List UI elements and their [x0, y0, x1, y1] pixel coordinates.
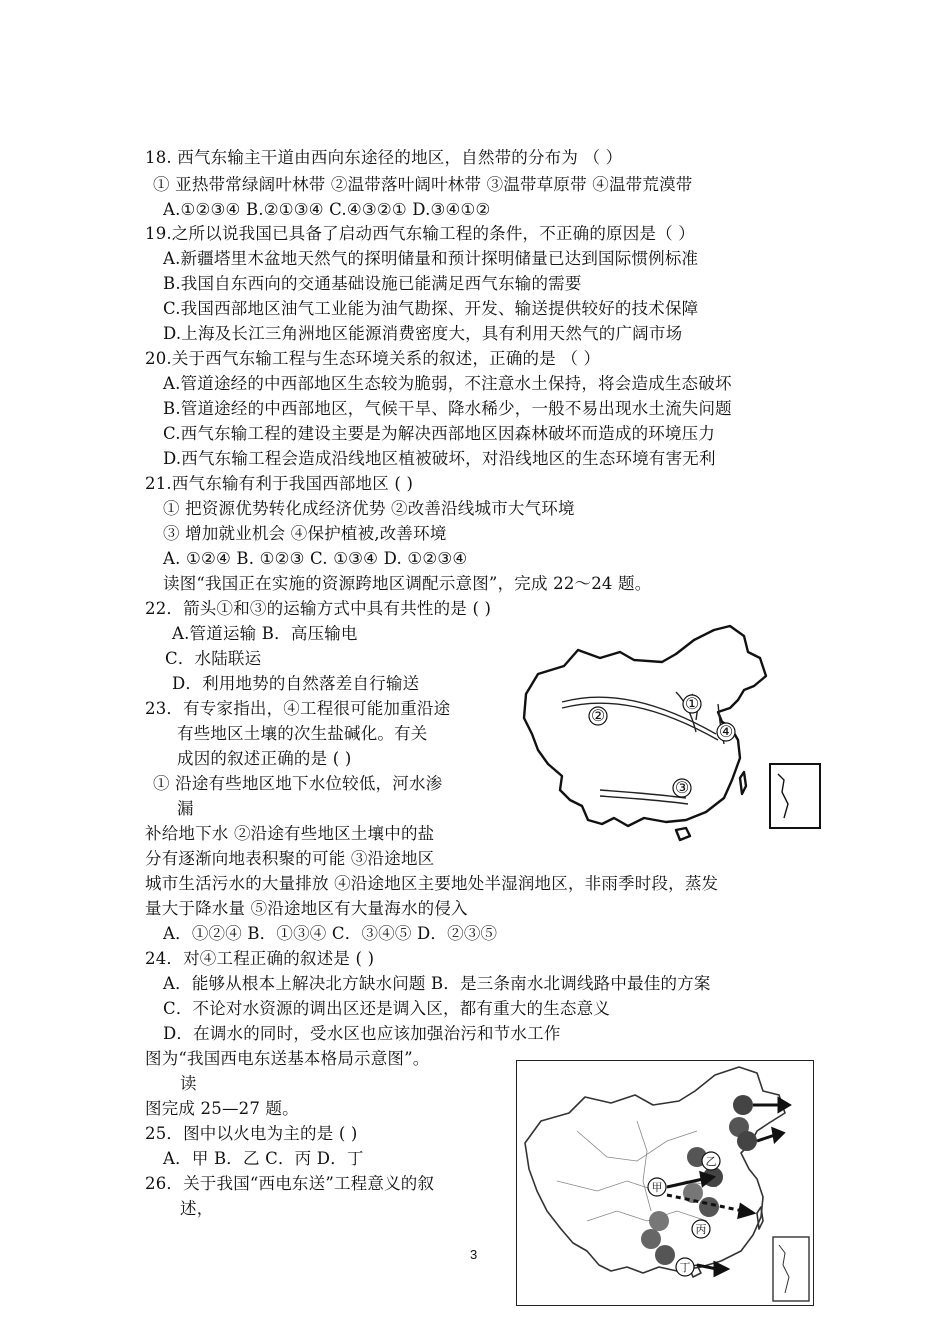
map2-label-jia: 甲	[651, 1181, 663, 1194]
q24-option-d: D．在调水的同时，受水区也应该加强治污和节水工作	[163, 1024, 561, 1043]
q25-options: A．甲 B．乙 C．丙 D．丁	[163, 1149, 364, 1168]
q23-item-5: 量大于降水量 ⑤沿途地区有大量海水的侵入	[145, 899, 468, 918]
q23-item-1b: 漏	[177, 799, 194, 818]
q19-stem: 19.之所以说我国已具备了启动西气东输工程的条件，不正确的原因是（ ）	[145, 224, 695, 243]
q21-stem: 21.西气东输有利于我国西部地区 ( )	[145, 474, 414, 493]
map2-label-bing: 丙	[695, 1223, 707, 1236]
q20-option-d: D.西气东输工程会造成沿线地区植被破坏，对沿线地区的生态环境有害无利	[163, 449, 716, 468]
map1-label-4: ④	[718, 722, 734, 741]
map2-intro-2: 读	[180, 1074, 197, 1093]
map1-label-2: ②	[590, 706, 606, 725]
map2-intro-1: 图为“我国西电东送基本格局示意图”。	[145, 1049, 430, 1068]
map1-intro: 读图“我国正在实施的资源跨地区调配示意图”，完成 22～24 题。	[163, 574, 652, 593]
south-sea-inset-2	[773, 1237, 809, 1301]
taiwan-island	[740, 772, 746, 794]
q18-items: ① 亚热带常绿阔叶林带 ②温带落叶阔叶林带 ③温带草原带 ④温带荒漠带	[153, 175, 693, 194]
q19-option-c: C.我国西部地区油气工业能为油气勘探、开发、输送提供较好的技术保障	[163, 299, 699, 318]
map2-label-yi: 乙	[705, 1155, 717, 1168]
q22-options-ab: A.管道运输 B．高压输电	[172, 624, 358, 643]
power-transmission-map	[517, 1061, 813, 1305]
q23-item-4: 城市生活污水的大量排放 ④沿途地区主要地处半湿润地区，非雨季时段，蒸发	[145, 874, 719, 893]
resource-allocation-map	[516, 622, 824, 844]
map1-label-1: ①	[684, 694, 700, 713]
q23-item-2: 补给地下水 ②沿途有些地区土壤中的盐	[145, 824, 435, 843]
q23-stem-1: 23．有专家指出，④工程很可能加重沿途	[145, 699, 451, 718]
q26-stem: 26．关于我国“西电东送”工程意义的叙	[145, 1174, 435, 1193]
q24-options-ab: A．能够从根本上解决北方缺水问题 B．是三条南水北调线路中最佳的方案	[163, 974, 711, 993]
q21-items-2: ③ 增加就业机会 ④保护植被,改善环境	[163, 524, 447, 543]
map2-intro-3: 图完成 25—27 题。	[145, 1099, 299, 1118]
q23-item-3: 分有逐渐向地表积聚的可能 ③沿途地区	[145, 849, 435, 868]
q23-stem-2: 有些地区土壤的次生盐碱化。有关	[177, 724, 428, 743]
q25-stem: 25．图中以火电为主的是 ( )	[145, 1124, 358, 1143]
q22-option-d: D．利用地势的自然落差自行输送	[172, 674, 420, 693]
map1-label-3: ③	[674, 778, 690, 797]
q20-stem: 20.关于西气东输工程与生态环境关系的叙述，正确的是 （ ）	[145, 349, 601, 368]
q18-stem: 18. 西气东输主干道由西向东途径的地区，自然带的分布为 （ ）	[145, 148, 623, 167]
q24-option-c: C．不论对水资源的调出区还是调入区，都有重大的生态意义	[163, 999, 611, 1018]
q20-option-a: A.管道途经的中西部地区生态较为脆弱，不注意水土保持，将会造成生态破坏	[163, 374, 732, 393]
page-number: 3	[470, 1247, 478, 1262]
q23-options: A．①②④ B．①③④ C．③④⑤ D．②③⑤	[163, 924, 498, 943]
q18-options: A.①②③④ B.②①③④ C.④③②① D.③④①②	[163, 200, 491, 219]
q20-option-b: B.管道途经的中西部地区，气候干旱、降水稀少，一般不易出现水土流失问题	[163, 399, 732, 418]
q26-stem-2: 述，	[180, 1199, 214, 1218]
q21-options: A. ①②④ B. ①②③ C. ①③④ D. ①②③④	[163, 549, 468, 568]
q22-stem: 22．箭头①和③的运输方式中具有共性的是 ( )	[145, 599, 492, 618]
q20-option-c: C.西气东输工程的建设主要是为解决西部地区因森林破坏而造成的环境压力	[163, 424, 716, 443]
q19-option-d: D.上海及长江三角洲地区能源消费密度大，具有利用天然气的广阔市场	[163, 324, 683, 343]
q19-option-a: A.新疆塔里木盆地天然气的探明储量和预计探明储量已达到国际惯例标准	[163, 249, 699, 268]
q19-option-b: B.我国自东西向的交通基础设施已能满足西气东输的需要	[163, 274, 582, 293]
south-sea-inset	[770, 764, 820, 828]
hainan-island	[676, 828, 690, 840]
q22-option-c: C．水陆联运	[165, 649, 262, 668]
q21-items-1: ① 把资源优势转化成经济优势 ②改善沿线城市大气环境	[163, 499, 575, 518]
q24-stem: 24．对④工程正确的叙述是 ( )	[145, 949, 375, 968]
map2-label-ding: 丁	[679, 1261, 691, 1274]
q23-stem-3: 成因的叙述正确的是 ( )	[177, 749, 352, 768]
q23-item-1: ① 沿途有些地区地下水位较低，河水渗	[153, 774, 443, 793]
